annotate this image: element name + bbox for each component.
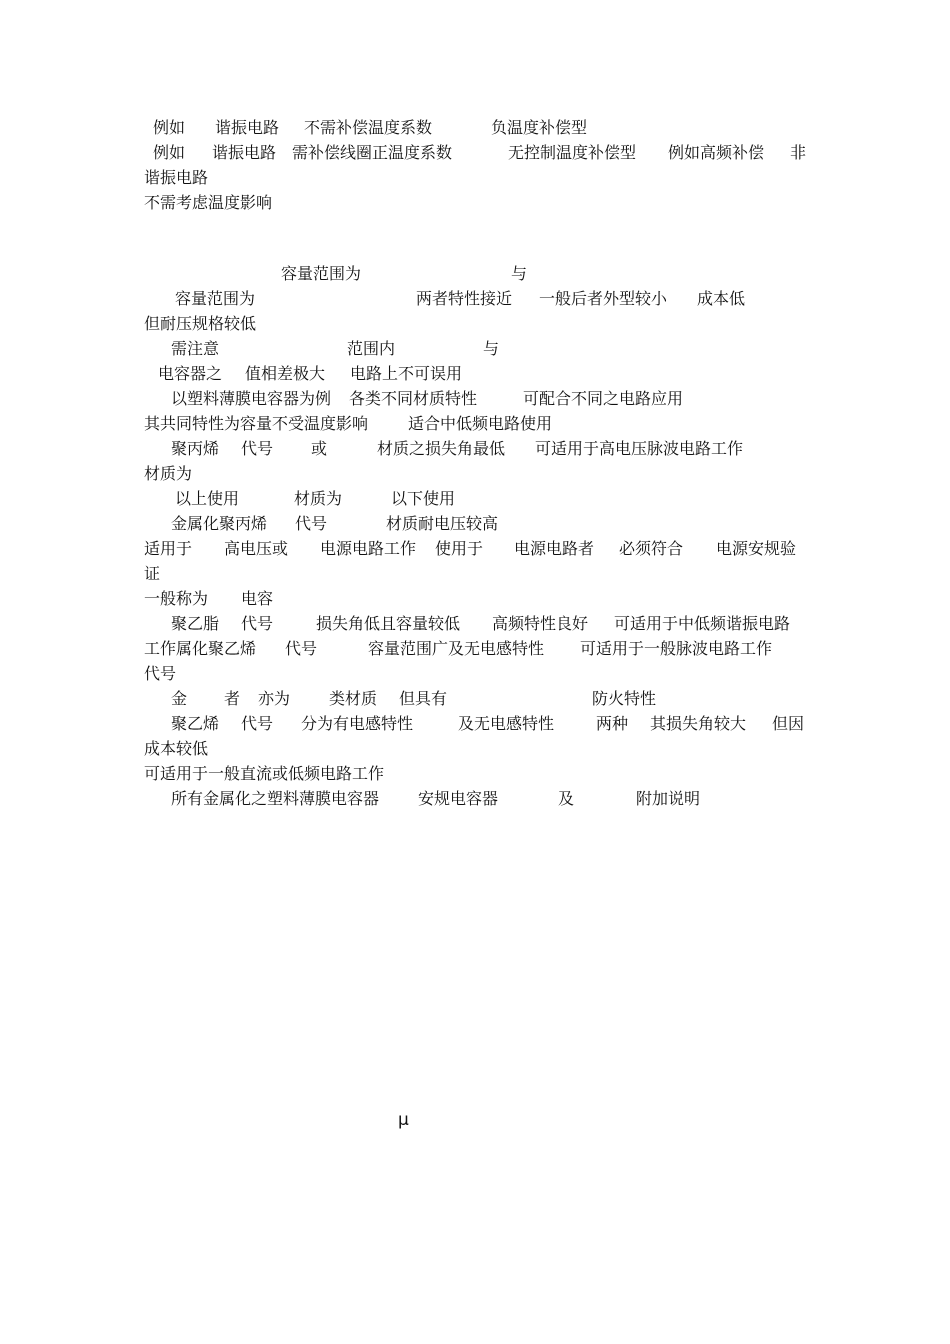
- text-fragment: 附加说明: [636, 789, 701, 808]
- text-fragment: 成本较低: [144, 739, 209, 758]
- text-fragment: 谐振电路: [144, 168, 209, 187]
- text-fragment: 工作属化聚乙烯: [144, 639, 257, 658]
- text-fragment: 分为有电感特性: [301, 714, 414, 733]
- text-fragment: 者: [224, 689, 241, 708]
- text-line: [0, 115, 950, 140]
- text-fragment: 可配合不同之电路应用: [523, 389, 684, 408]
- text-fragment: 证: [144, 564, 161, 583]
- text-fragment: 不需考虑温度影响: [144, 193, 273, 212]
- text-fragment: 或: [311, 439, 328, 458]
- text-line: [0, 711, 950, 736]
- text-fragment: 电容: [241, 589, 274, 608]
- text-line: [0, 461, 950, 486]
- text-line: [0, 686, 950, 711]
- text-fragment: 但耐压规格较低: [144, 314, 257, 333]
- text-line: [0, 436, 950, 461]
- text-fragment: 聚乙烯: [171, 714, 220, 733]
- text-fragment: 谐振电路: [212, 143, 277, 162]
- text-fragment: 例如高频补偿: [668, 143, 765, 162]
- text-fragment: 及无电感特性: [458, 714, 555, 733]
- text-fragment: 值相差极大: [245, 364, 326, 383]
- text-line: [0, 311, 950, 336]
- text-fragment: 以下使用: [391, 489, 456, 508]
- text-fragment: 损失角低且容量较低: [316, 614, 461, 633]
- text-line: [0, 511, 950, 536]
- text-fragment: 代号: [285, 639, 318, 658]
- text-fragment: 电路上不可误用: [350, 364, 463, 383]
- text-line: [0, 261, 950, 286]
- text-fragment: 代号: [295, 514, 328, 533]
- text-fragment: 以塑料薄膜电容器为例: [171, 389, 332, 408]
- text-fragment: 及: [558, 789, 575, 808]
- text-fragment: 容量范围为: [281, 264, 362, 283]
- text-fragment: 聚乙脂: [171, 614, 220, 633]
- text-fragment: 代号: [241, 439, 274, 458]
- text-fragment: 亦为: [258, 689, 291, 708]
- text-fragment: 代号: [241, 714, 274, 733]
- text-fragment: 材质为: [144, 464, 193, 483]
- text-line: [0, 561, 950, 586]
- text-fragment: 高电压或: [224, 539, 289, 558]
- text-fragment: 可适用于中低频谐振电路: [614, 614, 791, 633]
- text-line: [0, 786, 950, 811]
- text-fragment: 可适用于一般脉波电路工作: [580, 639, 773, 658]
- text-fragment: 与: [511, 264, 528, 283]
- text-line: [0, 361, 950, 386]
- text-line: [0, 761, 950, 786]
- text-fragment: 电容器之: [158, 364, 223, 383]
- text-fragment: 需补偿线圈正温度系数: [292, 143, 453, 162]
- text-fragment: 代号: [144, 664, 177, 683]
- mu-symbol: μ: [398, 1110, 409, 1130]
- text-line: [0, 165, 950, 190]
- text-fragment: 必须符合: [619, 539, 684, 558]
- text-line: [0, 536, 950, 561]
- text-fragment: 可适用于一般直流或低频电路工作: [144, 764, 385, 783]
- text-fragment: 高频特性良好: [492, 614, 589, 633]
- text-line: [0, 661, 950, 686]
- text-fragment: 金属化聚丙烯: [171, 514, 268, 533]
- text-fragment: 两者特性接近: [416, 289, 513, 308]
- text-fragment: 需注意: [171, 339, 220, 358]
- text-fragment: 以上使用: [175, 489, 240, 508]
- text-fragment: 其共同特性为容量不受温度影响: [144, 414, 369, 433]
- text-line: [0, 190, 950, 215]
- text-fragment: 聚丙烯: [171, 439, 220, 458]
- text-fragment: 电源安规验: [716, 539, 797, 558]
- text-fragment: 使用于: [435, 539, 484, 558]
- text-fragment: 但因: [772, 714, 805, 733]
- text-fragment: 可适用于高电压脉波电路工作: [535, 439, 744, 458]
- text-fragment: 与: [483, 339, 500, 358]
- text-line: [0, 636, 950, 661]
- text-fragment: 一般后者外型较小: [539, 289, 668, 308]
- text-line: [0, 736, 950, 761]
- text-fragment: 但具有: [399, 689, 448, 708]
- text-fragment: 非: [790, 143, 807, 162]
- text-fragment: 金: [171, 689, 188, 708]
- text-fragment: 适合中低频电路使用: [408, 414, 553, 433]
- text-fragment: 所有金属化之塑料薄膜电容器: [171, 789, 380, 808]
- text-fragment: 类材质: [329, 689, 378, 708]
- text-fragment: 两种: [596, 714, 629, 733]
- text-line: [0, 386, 950, 411]
- text-fragment: 材质之损失角最低: [377, 439, 506, 458]
- text-fragment: 防火特性: [592, 689, 657, 708]
- text-fragment: 安规电容器: [418, 789, 499, 808]
- text-fragment: 谐振电路: [215, 118, 280, 137]
- text-fragment: 材质耐电压较高: [386, 514, 499, 533]
- text-fragment: 范围内: [347, 339, 396, 358]
- text-fragment: 负温度补偿型: [491, 118, 588, 137]
- text-fragment: 其损失角较大: [650, 714, 747, 733]
- text-fragment: 各类不同材质特性: [349, 389, 478, 408]
- text-fragment: 电源电路工作: [320, 539, 417, 558]
- text-fragment: 成本低: [697, 289, 746, 308]
- text-fragment: 代号: [241, 614, 274, 633]
- text-fragment: 适用于: [144, 539, 193, 558]
- text-fragment: 例如: [153, 118, 186, 137]
- text-line: [0, 486, 950, 511]
- text-line: [0, 140, 950, 165]
- text-fragment: 电源电路者: [514, 539, 595, 558]
- text-fragment: 一般称为: [144, 589, 209, 608]
- text-fragment: 容量范围广及无电感特性: [368, 639, 545, 658]
- text-line: [0, 336, 950, 361]
- text-fragment: 容量范围为: [175, 289, 256, 308]
- text-line: [0, 286, 950, 311]
- text-fragment: 例如: [153, 143, 186, 162]
- text-line: [0, 586, 950, 611]
- text-fragment: 材质为: [294, 489, 343, 508]
- text-fragment: 无控制温度补偿型: [508, 143, 637, 162]
- text-fragment: 不需补偿温度系数: [304, 118, 433, 137]
- text-line: [0, 611, 950, 636]
- text-line: [0, 411, 950, 436]
